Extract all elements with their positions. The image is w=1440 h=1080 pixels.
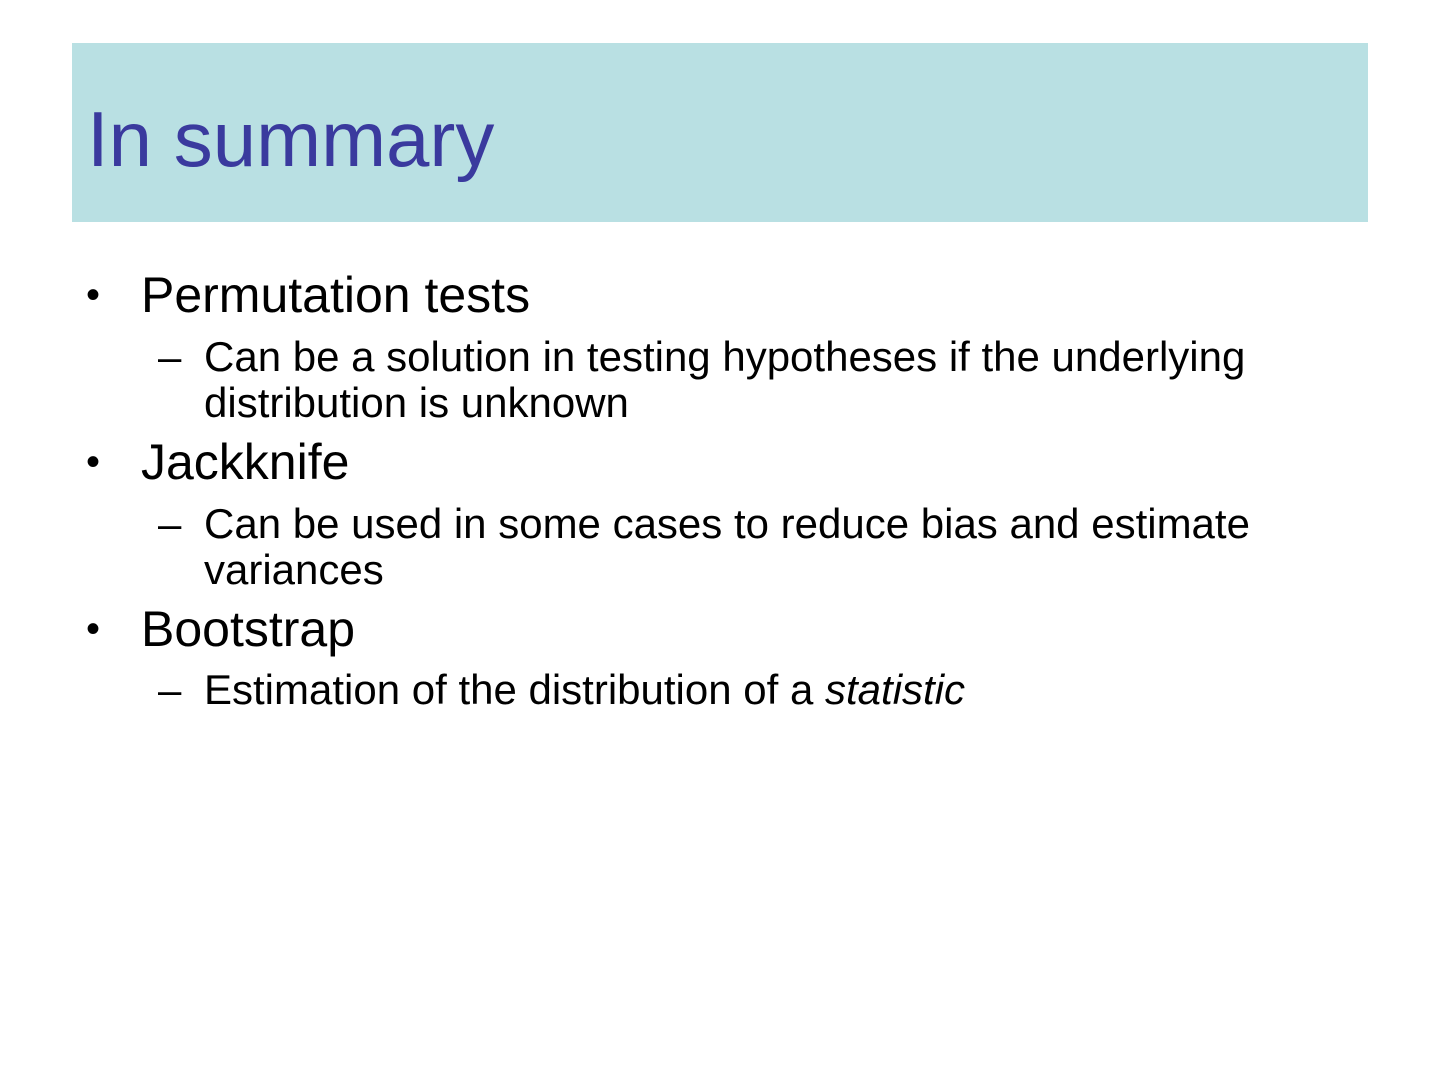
bullet-icon: • [86,273,101,317]
sub-bullet-text: Can be a solution in testing hypotheses if the underlying distribution is unknown [204,333,1246,426]
sub-bullet-emphasis: statistic [825,666,966,713]
sub-bullet-text [204,667,1274,713]
dash-icon: – [158,500,182,547]
slide-title: In summary [87,95,495,183]
bullet-icon: • [86,440,101,484]
dash-icon: – [158,333,182,380]
dash-icon: – [158,666,182,713]
bullet-icon: • [86,607,101,651]
bullet-label: Permutation tests [141,267,531,323]
bullet-label: Bootstrap [141,601,356,657]
sub-bullet-text: Can be used in some cases to reduce bias and estimate variances [204,500,1250,593]
sub-bullet-plain: Estimation of the distribution of a [204,666,825,713]
bullet-label: Jackknife [141,434,350,490]
